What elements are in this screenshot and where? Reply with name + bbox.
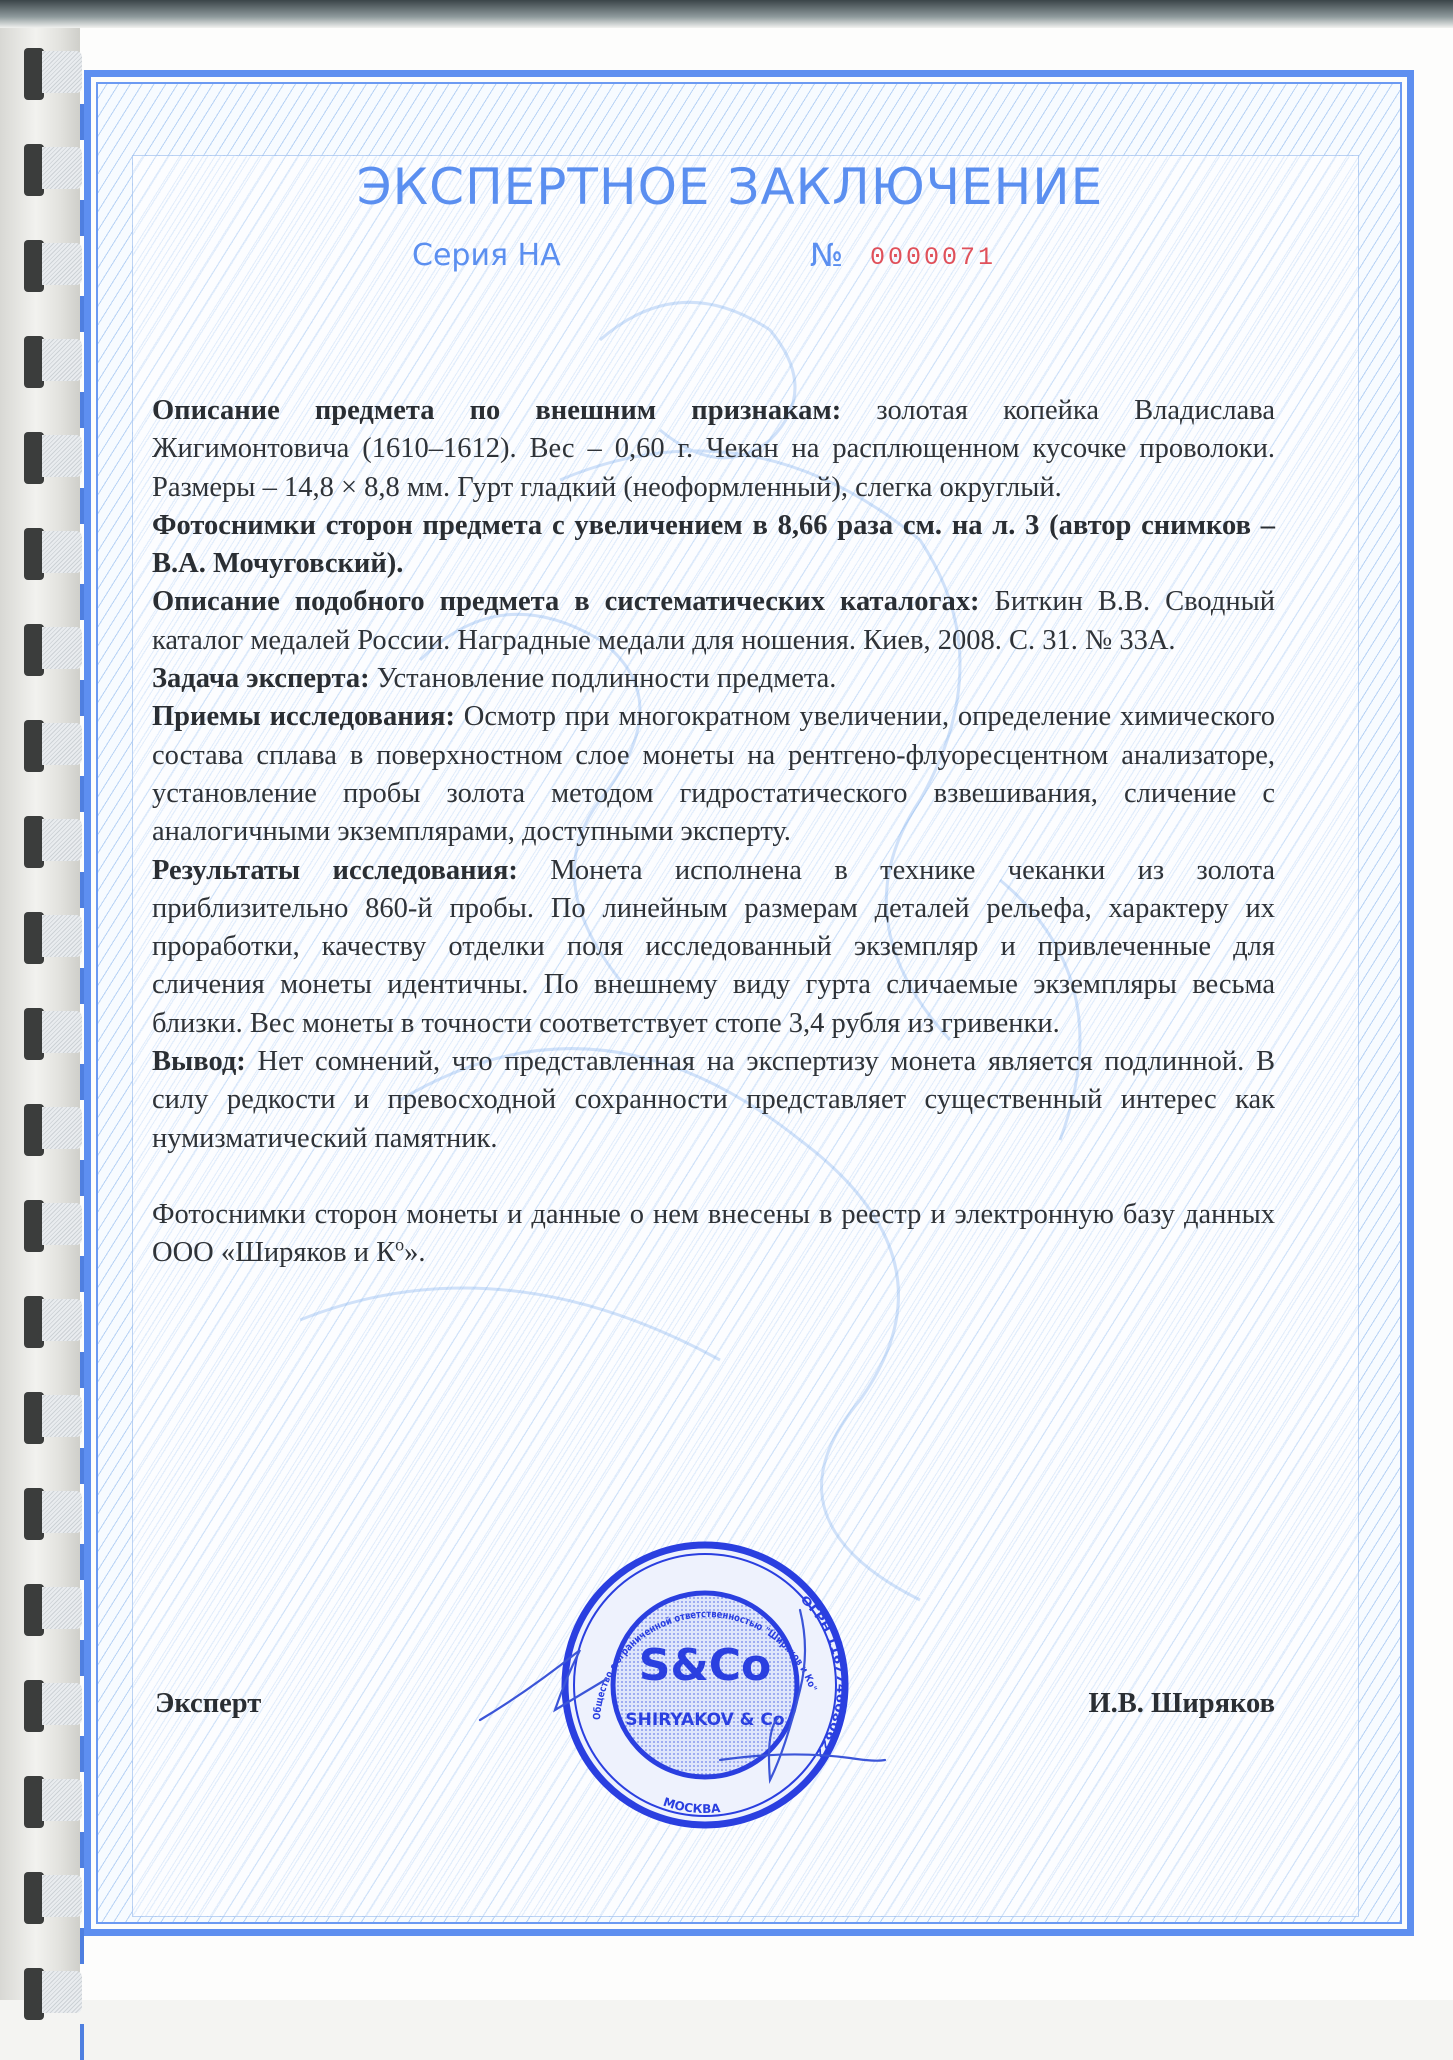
section-heading: Результаты исследования: [152,854,518,886]
section-task [152,660,1275,698]
binder-band [42,819,82,861]
binder-ring [24,1584,82,1636]
section-text: золотая копейка Владислава Жигимонтовича (1610–1612). Вес – 0,60 г. Чекан на расплющенном кусочке проволоки. Размеры – 14,8 × 8,8 мм. Гурт гладкий (неоформленный), слегка округлый. [152,395,1275,503]
binder-ring [24,240,82,292]
frame-edge-segment [80,2024,84,2060]
registry-note [152,1196,1275,1273]
binder-slot [24,1584,44,1636]
binder-band [42,1779,82,1821]
binder-slot [24,336,44,388]
binder-ring [24,624,82,676]
binder-slot [24,912,44,964]
expert-label: Эксперт [155,1688,262,1719]
binder-slot [24,1008,44,1060]
binder-ring [24,144,82,196]
seal-city-text: МОСКВА [661,1794,721,1816]
binder-band [42,1395,82,1437]
binder-band [42,1587,82,1629]
section-results [152,852,1275,1043]
company-seal [560,1540,850,1830]
binder-slot [24,624,44,676]
binder-slot [24,1392,44,1444]
binder-band [42,1299,82,1341]
binder-ring [24,1776,82,1828]
series-label: Серия НА [412,238,561,273]
binder-band [42,531,82,573]
binder-band [42,915,82,957]
binder-ring [24,912,82,964]
section-conclusion [152,1043,1275,1158]
binder-slot [24,1488,44,1540]
binder-ring [24,1872,82,1924]
binder-ring [24,432,82,484]
binder-slot [24,1680,44,1732]
number-label: № [810,236,844,274]
note-superscript: о [395,1234,405,1255]
section-heading: Описание предмета по внешним признакам: [152,395,842,426]
seal-logo: S&Co [638,1640,772,1691]
section-description [152,392,1275,507]
section-text: Нет сомнений, что представленная на экспертизу монета является подлинной. В силу редкости и превосходной сохранности представляет существенный интерес как нумизматический памятник. [152,1046,1275,1154]
section-methods [152,698,1275,851]
binder-ring [24,816,82,868]
binder-ring [24,1968,82,2020]
binder-ring [24,1104,82,1156]
binder-ring [24,720,82,772]
section-heading: Описание подобного предмета в систематических каталогах: [152,586,980,618]
binder-band [42,51,82,93]
document-title: ЭКСПЕРТНОЕ ЗАКЛЮЧЕНИЕ [356,158,1104,216]
seal-brand-text: SHIRYAKOV & Co [625,1710,785,1730]
note-text: Фотоснимки сторон монеты и данные о нем внесены в реестр и электронную базу данных ООО «Ширяков и К [152,1198,1275,1269]
binder-band [42,1971,82,2013]
note-text-end: ». [404,1237,426,1269]
binder-slot [24,144,44,196]
section-text: Монета исполнена в технике чеканки из золота приблизительно 860-й пробы. По линейным размерам деталей рельефа, характеру их проработки, качеству отделки поля исследованный экземпляр и привлеченные для сличения монеты идентичны. По внешнему виду гурта сличаемые экземпляры весьма близки. Вес монеты в точности соответствует стопе 3,4 рубля из гривенки. [152,854,1276,1039]
binder-band [42,1491,82,1533]
binder-band [42,1875,82,1917]
binder-ring [24,528,82,580]
section-heading: Приемы исследования: [152,701,455,733]
binder-slot [24,1776,44,1828]
binder-band [42,1011,82,1053]
binder-ring [24,1680,82,1732]
binder-ring [24,1392,82,1444]
binder-ring [24,1008,82,1060]
binder-band [42,1107,82,1149]
binder-band [42,339,82,381]
binder-band [42,723,82,765]
binder-slot [24,1968,44,2020]
section-text: Установление подлинности предмета. [369,663,837,695]
section-heading: Фотоснимки сторон предмета с увеличением в 8,66 раза см. на л. 3 (автор снимков – В.А. Мочуговский). [152,509,1275,580]
binder-band [42,243,82,285]
binder-ring [24,1296,82,1348]
section-text: Осмотр при многократном увеличении, определение химического состава сплава в поверхностном слое монеты на рентгено-флуоресцентном анализаторе, установление пробы золота методом гидростатического взвешивания, сличение с аналогичными экземплярами, доступными эксперту. [152,701,1275,848]
expert-name: И.В. Ширяков [1088,1688,1275,1719]
binder-band [42,147,82,189]
binder-slot [24,48,44,100]
binder-band [42,1203,82,1245]
binder-band [42,1683,82,1725]
binder-slot [24,1104,44,1156]
binder-slot [24,240,44,292]
binder-slot [24,432,44,484]
section-photos [152,507,1275,584]
seal-ring-text: Общество с ограниченной ответственностью "Ширяков и Ко" [591,1609,819,1721]
binder-slot [24,1296,44,1348]
binder-slot [24,816,44,868]
document-number: 0000071 [870,243,997,272]
binder-ring [24,336,82,388]
section-heading: Задача эксперта: [152,663,370,695]
binder-band [42,435,82,477]
binder-ring [24,48,82,100]
binder-slot [24,1872,44,1924]
binder-slot [24,720,44,772]
scanner-shadow [0,0,1453,28]
binder-ring [24,1200,82,1252]
seal-ogrn-text: ОГРН 1167746080622 [797,1592,848,1760]
section-catalog [152,583,1275,660]
section-text: Биткин В.В. Сводный каталог медалей России. Наградные медали для ношения. Киев, 2008. С. 31. № 33А. [152,586,1275,656]
binder-slot [24,1200,44,1252]
binder-spine [0,28,80,2000]
binder-ring [24,1488,82,1540]
binder-slot [24,528,44,580]
binder-band [42,627,82,669]
section-heading: Вывод: [152,1046,246,1078]
expert-findings [152,392,1275,1273]
